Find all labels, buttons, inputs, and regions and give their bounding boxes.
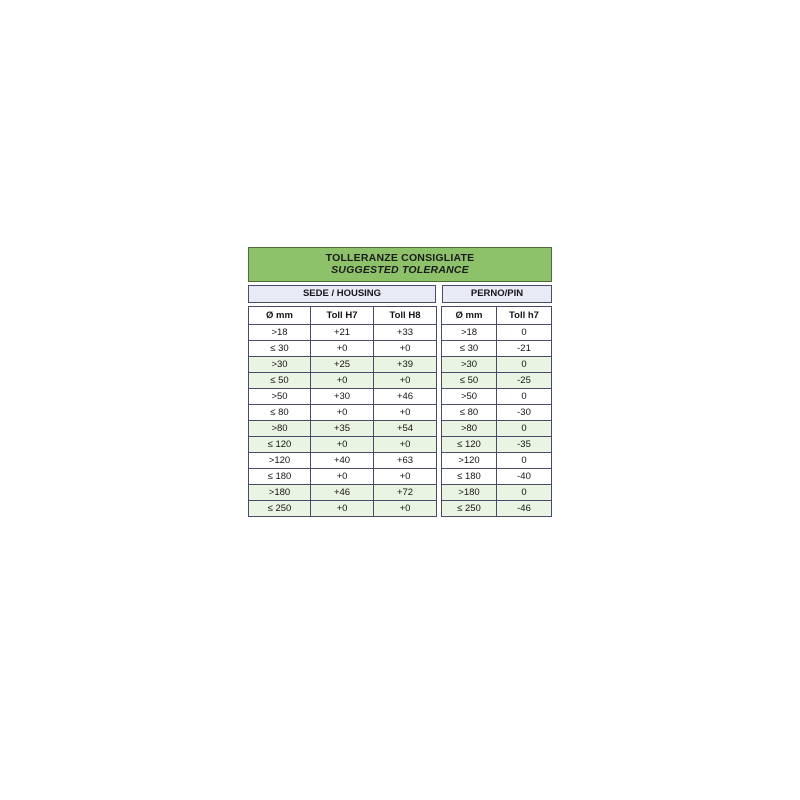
- table-row: [249, 357, 437, 373]
- cell-range-bottom: ≤ 50: [442, 373, 497, 389]
- table-row: [249, 373, 437, 389]
- cell-h7-bottom: -30: [497, 405, 552, 421]
- cell-h7-bottom: +0: [311, 469, 374, 485]
- cell-h8-top: +54: [374, 421, 437, 437]
- table-row: [442, 373, 552, 389]
- cell-range-top: >30: [249, 357, 311, 373]
- housing-col-diameter: Ø mm: [249, 307, 311, 325]
- cell-h8-bottom: +0: [374, 373, 437, 389]
- cell-h8-top: +33: [374, 325, 437, 341]
- table-row: [442, 437, 552, 453]
- cell-h7-bottom: +0: [311, 405, 374, 421]
- cell-range-top: >120: [442, 453, 497, 469]
- cell-h8-bottom: +0: [374, 501, 437, 517]
- cell-h8-bottom: +0: [374, 469, 437, 485]
- cell-range-top: >30: [442, 357, 497, 373]
- cell-h7-bottom: +0: [311, 373, 374, 389]
- cell-h7-bottom: -35: [497, 437, 552, 453]
- group-header-pin: PERNO/PIN: [442, 285, 552, 303]
- cell-h7-top: 0: [497, 325, 552, 341]
- table-row: [249, 437, 437, 453]
- cell-h7-top: +35: [311, 421, 374, 437]
- cell-h7-top: 0: [497, 357, 552, 373]
- cell-range-bottom: ≤ 180: [249, 469, 311, 485]
- cell-h7-top: +21: [311, 325, 374, 341]
- table-row: [249, 501, 437, 517]
- pin-header-row: [442, 307, 552, 325]
- table-row: [249, 341, 437, 357]
- table-row: [249, 469, 437, 485]
- cell-range-bottom: ≤ 30: [442, 341, 497, 357]
- table-row: [249, 389, 437, 405]
- cell-h7-bottom: -21: [497, 341, 552, 357]
- cell-h7-top: 0: [497, 453, 552, 469]
- table-row: [249, 485, 437, 501]
- cell-h7-bottom: -46: [497, 501, 552, 517]
- table-row: [442, 469, 552, 485]
- table-row: [249, 325, 437, 341]
- cell-range-top: >50: [442, 389, 497, 405]
- cell-h7-bottom: -25: [497, 373, 552, 389]
- cell-range-bottom: ≤ 120: [442, 437, 497, 453]
- cell-h7-top: 0: [497, 421, 552, 437]
- cell-h8-top: +39: [374, 357, 437, 373]
- cell-h7-top: 0: [497, 485, 552, 501]
- table-row: [442, 325, 552, 341]
- cell-range-top: >80: [249, 421, 311, 437]
- cell-h7-bottom: +0: [311, 501, 374, 517]
- housing-table: [248, 306, 437, 517]
- table-row: [442, 501, 552, 517]
- tolerance-table-card: [248, 247, 552, 517]
- table-row: [249, 421, 437, 437]
- cell-range-top: >180: [249, 485, 311, 501]
- cell-h8-bottom: +0: [374, 341, 437, 357]
- cell-range-top: >80: [442, 421, 497, 437]
- cell-range-top: >50: [249, 389, 311, 405]
- cell-range-bottom: ≤ 30: [249, 341, 311, 357]
- cell-h8-bottom: +0: [374, 437, 437, 453]
- cell-h7-top: +40: [311, 453, 374, 469]
- table-row: [442, 389, 552, 405]
- cell-h7-top: +25: [311, 357, 374, 373]
- table-row: [442, 421, 552, 437]
- cell-range-top: >18: [249, 325, 311, 341]
- table-row: [442, 357, 552, 373]
- cell-h7-top: +46: [311, 485, 374, 501]
- table-row: [442, 485, 552, 501]
- tables-row: [248, 306, 552, 517]
- table-row: [249, 453, 437, 469]
- group-header-housing: SEDE / HOUSING: [248, 285, 436, 303]
- table-title-italian: TOLLERANZE CONSIGLIATE: [325, 252, 475, 264]
- table-title-english: SUGGESTED TOLERANCE: [331, 264, 469, 277]
- cell-h7-bottom: +0: [311, 341, 374, 357]
- cell-range-bottom: ≤ 50: [249, 373, 311, 389]
- cell-h7-bottom: -40: [497, 469, 552, 485]
- table-title-bar: [248, 247, 552, 282]
- cell-range-bottom: ≤ 80: [249, 405, 311, 421]
- pin-table: [441, 306, 552, 517]
- housing-col-h8: Toll H8: [374, 307, 437, 325]
- table-row: [442, 341, 552, 357]
- cell-h7-top: +30: [311, 389, 374, 405]
- cell-h8-top: +72: [374, 485, 437, 501]
- cell-range-top: >120: [249, 453, 311, 469]
- cell-h8-top: +46: [374, 389, 437, 405]
- pin-col-diameter: Ø mm: [442, 307, 497, 325]
- group-header-row: [248, 285, 552, 303]
- cell-range-top: >180: [442, 485, 497, 501]
- cell-range-bottom: ≤ 80: [442, 405, 497, 421]
- cell-h8-top: +63: [374, 453, 437, 469]
- table-row: [442, 453, 552, 469]
- cell-h8-bottom: +0: [374, 405, 437, 421]
- cell-h7-bottom: +0: [311, 437, 374, 453]
- cell-range-bottom: ≤ 250: [442, 501, 497, 517]
- cell-range-top: >18: [442, 325, 497, 341]
- cell-range-bottom: ≤ 120: [249, 437, 311, 453]
- housing-col-h7: Toll H7: [311, 307, 374, 325]
- cell-range-bottom: ≤ 250: [249, 501, 311, 517]
- table-row: [442, 405, 552, 421]
- cell-range-bottom: ≤ 180: [442, 469, 497, 485]
- housing-header-row: [249, 307, 437, 325]
- cell-h7-top: 0: [497, 389, 552, 405]
- table-row: [249, 405, 437, 421]
- pin-col-h7: Toll h7: [497, 307, 552, 325]
